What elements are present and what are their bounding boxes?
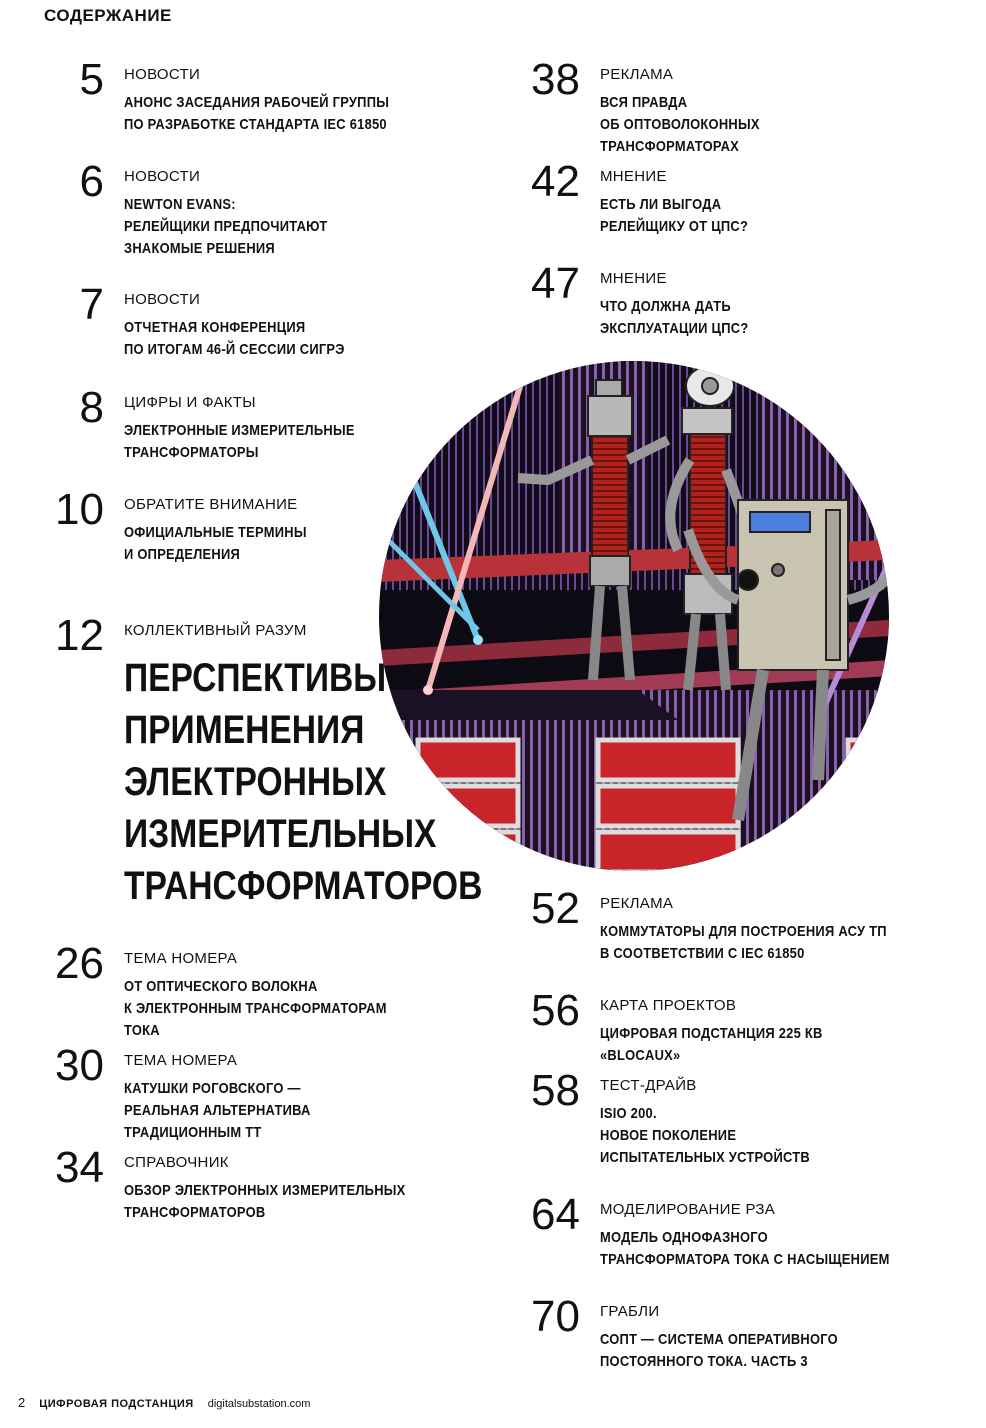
- article-title: КОММУТАТОРЫ ДЛЯ ПОСТРОЕНИЯ АСУ ТП В СООТВЕТСТВИИ С IEC 61850: [600, 923, 887, 962]
- section-label: НОВОСТИ: [124, 168, 201, 185]
- page-number: 58: [531, 1066, 580, 1115]
- featured-article-title: ПЕРСПЕКТИВЫ ПРИМЕНЕНИЯ ЭЛЕКТРОННЫХ ИЗМЕРИТЕЛЬНЫХ ТРАНСФОРМАТОРОВ: [124, 656, 483, 908]
- page-title: СОДЕРЖАНИЕ: [44, 6, 172, 25]
- section-label: КОЛЛЕКТИВНЫЙ РАЗУМ: [124, 622, 307, 639]
- article-title: ОФИЦИАЛЬНЫЕ ТЕРМИНЫ И ОПРЕДЕЛЕНИЯ: [124, 524, 307, 563]
- article-title: ЧТО ДОЛЖНА ДАТЬ ЭКСПЛУАТАЦИИ ЦПС?: [600, 298, 749, 337]
- article-title: ЕСТЬ ЛИ ВЫГОДА РЕЛЕЙЩИКУ ОТ ЦПС?: [600, 196, 749, 235]
- article-title: NEWTON EVANS: РЕЛЕЙЩИКИ ПРЕДПОЧИТАЮТ ЗНАКОМЫЕ РЕШЕНИЯ: [124, 196, 328, 257]
- page-number: 52: [531, 884, 580, 933]
- page-number: 64: [531, 1190, 580, 1239]
- section-label: НОВОСТИ: [124, 66, 201, 83]
- page-number: 38: [531, 55, 580, 104]
- article-title: КАТУШКИ РОГОВСКОГО — РЕАЛЬНАЯ АЛЬТЕРНАТИВА ТРАДИЦИОННЫМ ТТ: [124, 1080, 311, 1141]
- section-label: ЦИФРЫ И ФАКТЫ: [124, 394, 256, 411]
- article-title: ВСЯ ПРАВДА ОБ ОПТОВОЛОКОННЫХ ТРАНСФОРМАТОРАХ: [600, 94, 760, 155]
- section-label: ТЕМА НОМЕРА: [124, 1052, 238, 1069]
- page-number: 6: [79, 157, 104, 206]
- article-title: ОТ ОПТИЧЕСКОГО ВОЛОКНА К ЭЛЕКТРОННЫМ ТРАНСФОРМАТОРАМ ТОКА: [124, 978, 387, 1039]
- section-label: НОВОСТИ: [124, 291, 201, 308]
- article-title: ЭЛЕКТРОННЫЕ ИЗМЕРИТЕЛЬНЫЕ ТРАНСФОРМАТОРЫ: [124, 422, 355, 461]
- section-label: МОДЕЛИРОВАНИЕ РЗА: [600, 1201, 776, 1218]
- page-footer: [18, 1395, 310, 1410]
- section-label: СПРАВОЧНИК: [124, 1154, 229, 1171]
- article-title: МОДЕЛЬ ОДНОФАЗНОГО ТРАНСФОРМАТОРА ТОКА С НАСЫЩЕНИЕМ: [600, 1229, 890, 1268]
- section-label: ТЕМА НОМЕРА: [124, 950, 238, 967]
- article-title: ISIO 200. НОВОЕ ПОКОЛЕНИЕ ИСПЫТАТЕЛЬНЫХ УСТРОЙСТВ: [600, 1105, 810, 1166]
- section-label: ОБРАТИТЕ ВНИМАНИЕ: [124, 496, 298, 513]
- section-label: РЕКЛАМА: [600, 895, 674, 912]
- page-number: 70: [531, 1292, 580, 1341]
- cover-illustration: [378, 360, 890, 872]
- section-label: МНЕНИЕ: [600, 168, 667, 185]
- section-label: ГРАБЛИ: [600, 1303, 660, 1320]
- page-number: 34: [55, 1143, 104, 1192]
- site-link[interactable]: digitalsubstation.com: [207, 1398, 311, 1410]
- article-title: ОТЧЕТНАЯ КОНФЕРЕНЦИЯ ПО ИТОГАМ 46-Й СЕССИИ СИГРЭ: [124, 319, 345, 358]
- section-label: РЕКЛАМА: [600, 66, 674, 83]
- page-number: 7: [79, 280, 104, 329]
- page-number: 10: [55, 485, 104, 534]
- section-label: МНЕНИЕ: [600, 270, 667, 287]
- page-number: 47: [531, 259, 580, 308]
- page-number: 8: [79, 383, 104, 432]
- section-label: КАРТА ПРОЕКТОВ: [600, 997, 737, 1014]
- page-number: 5: [79, 55, 104, 104]
- section-label: ТЕСТ-ДРАЙВ: [600, 1077, 697, 1094]
- article-title: ЦИФРОВАЯ ПОДСТАНЦИЯ 225 КВ «BLOCAUX»: [600, 1025, 823, 1064]
- page-number: 42: [531, 157, 580, 206]
- magazine-name: ЦИФРОВАЯ ПОДСТАНЦИЯ: [39, 1398, 194, 1410]
- article-title: СОПТ — СИСТЕМА ОПЕРАТИВНОГО ПОСТОЯННОГО ТОКА. ЧАСТЬ 3: [600, 1331, 838, 1370]
- article-title: ОБЗОР ЭЛЕКТРОННЫХ ИЗМЕРИТЕЛЬНЫХ ТРАНСФОРМАТОРОВ: [124, 1182, 406, 1221]
- footer-page-number: 2: [18, 1395, 26, 1410]
- page-number: 30: [55, 1041, 104, 1090]
- page-number: 12: [55, 611, 104, 660]
- page-number: 56: [531, 986, 580, 1035]
- page-number: 26: [55, 939, 104, 988]
- article-title: АНОНС ЗАСЕДАНИЯ РАБОЧЕЙ ГРУППЫ ПО РАЗРАБОТКЕ СТАНДАРТА IEC 61850: [124, 94, 390, 133]
